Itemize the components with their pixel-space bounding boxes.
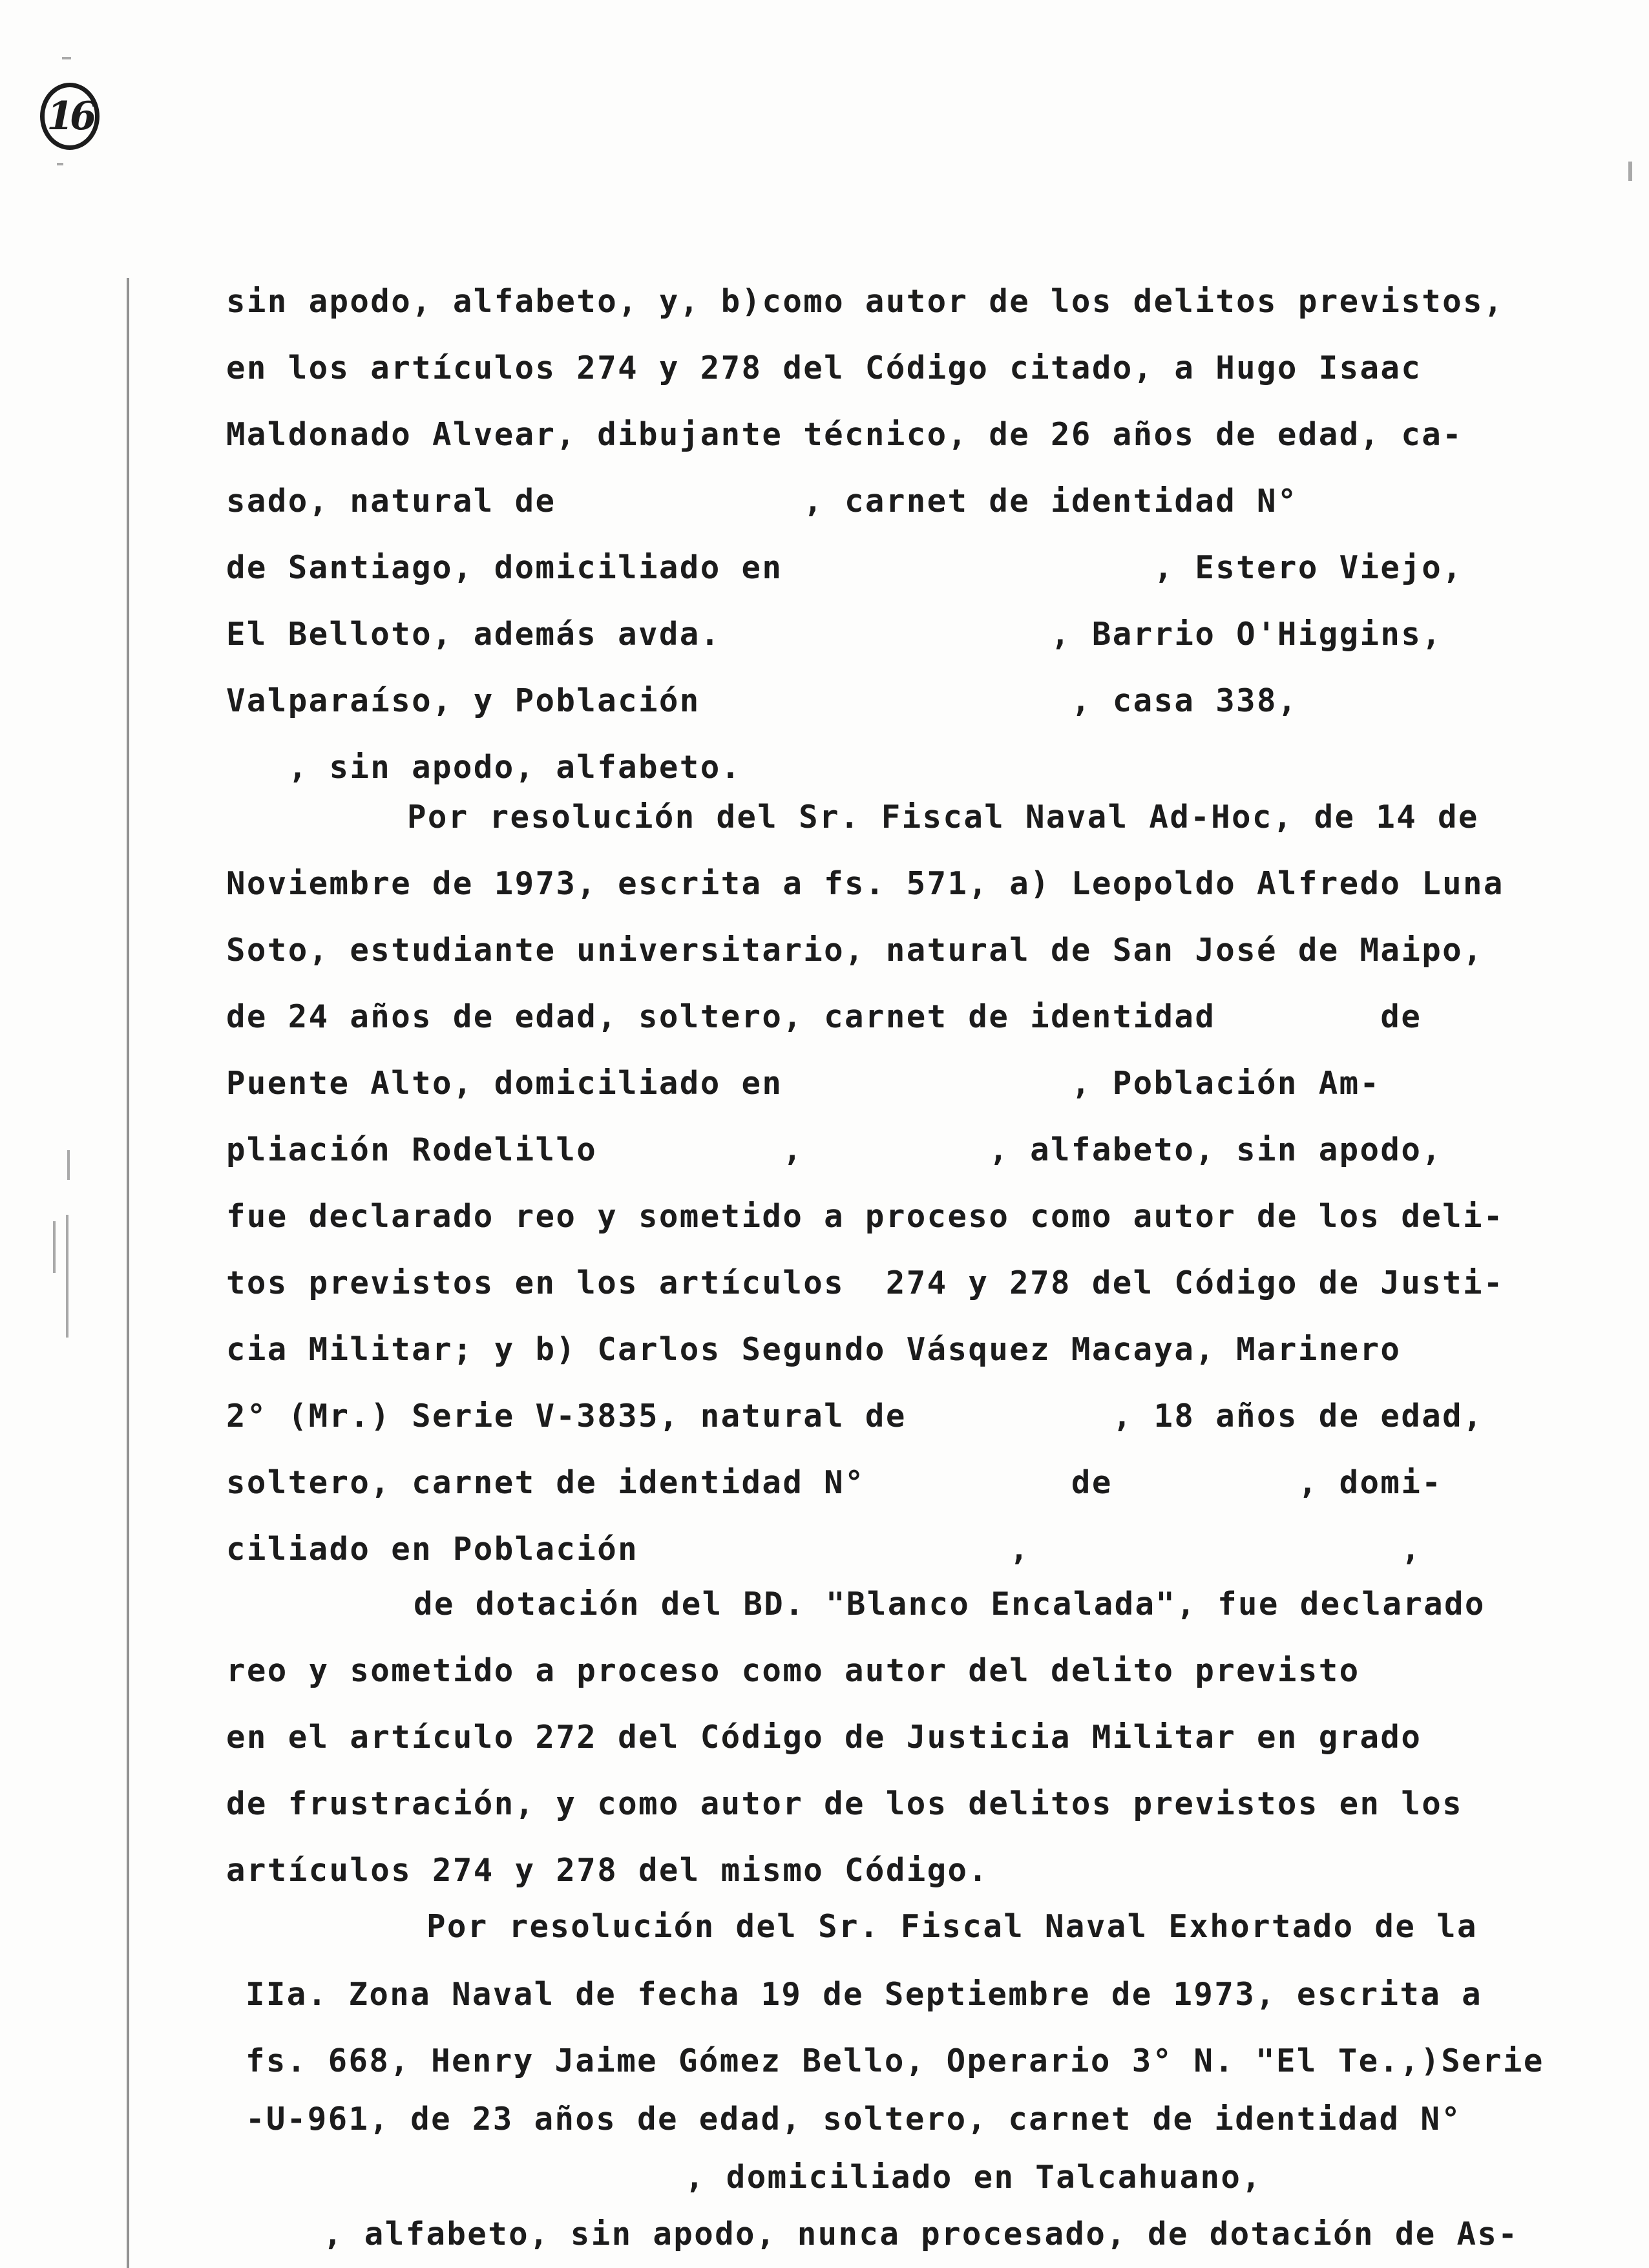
text-line-13: Puente Alto, domiciliado en , Población Am-: [226, 1065, 1381, 1102]
text-line-1: sin apodo, alfabeto, y, b)como autor de los delitos previstos,: [226, 283, 1504, 320]
text-line-19: soltero, carnet de identidad N° de , domi-: [226, 1464, 1443, 1501]
text-line-22: reo y sometido a proceso como autor del delito previsto: [226, 1652, 1360, 1689]
text-line-26: Por resolución del Sr. Fiscal Naval Exhortado de la: [426, 1908, 1478, 1945]
text-line-12: de 24 años de edad, soltero, carnet de identidad de: [226, 998, 1422, 1035]
text-line-16: tos previstos en los artículos 274 y 278 del Código de Justi-: [226, 1265, 1504, 1301]
text-line-20: ciliado en Población , ,: [226, 1531, 1422, 1568]
text-line-14: pliación Rodelillo , , alfabeto, sin apodo,: [226, 1131, 1443, 1168]
page-number-stamp: 16: [40, 83, 100, 150]
text-line-17: cia Militar; y b) Carlos Segundo Vásquez Macaya, Marinero: [226, 1331, 1402, 1368]
text-line-28: fs. 668, Henry Jaime Gómez Bello, Operario 3° N. "El Te.,)Serie: [246, 2042, 1544, 2079]
text-line-4: sado, natural de , carnet de identidad N°: [226, 483, 1298, 520]
scan-speck: [57, 163, 63, 165]
scan-speck: [67, 1150, 70, 1180]
text-line-18: 2° (Mr.) Serie V-3835, natural de , 18 años de edad,: [226, 1398, 1484, 1434]
text-line-27: IIa. Zona Naval de fecha 19 de Septiembre de 1973, escrita a: [246, 1976, 1483, 2013]
text-line-23: en el artículo 272 del Código de Justicia Militar en grado: [226, 1719, 1422, 1756]
text-line-15: fue declarado reo y sometido a proceso como autor de los deli-: [226, 1198, 1504, 1235]
text-line-8: , sin apodo, alfabeto.: [226, 749, 742, 786]
scan-speck: [53, 1221, 56, 1273]
text-line-9: Por resolución del Sr. Fiscal Naval Ad-Hoc, de 14 de: [407, 799, 1479, 835]
text-line-29: -U-961, de 23 años de edad, soltero, carnet de identidad N°: [246, 2101, 1462, 2137]
text-line-25: artículos 274 y 278 del mismo Código.: [226, 1852, 989, 1889]
text-line-10: Noviembre de 1973, escrita a fs. 571, a) Leopoldo Alfredo Luna: [226, 865, 1504, 902]
text-line-7: Valparaíso, y Población , casa 338,: [226, 682, 1298, 719]
text-line-21: de dotación del BD. "Blanco Encalada", fue declarado: [414, 1586, 1486, 1622]
text-line-24: de frustración, y como autor de los delitos previstos en los: [226, 1785, 1464, 1822]
scan-speck: [62, 57, 71, 59]
text-line-30: , domiciliado en Talcahuano,: [685, 2159, 1263, 2196]
text-line-6: El Belloto, además avda. , Barrio O'Higgins,: [226, 616, 1443, 653]
text-line-31: , alfabeto, sin apodo, nunca procesado, de dotación de As-: [323, 2216, 1519, 2252]
left-margin-rule: [127, 278, 129, 2268]
text-line-3: Maldonado Alvear, dibujante técnico, de 26 años de edad, ca-: [226, 416, 1464, 453]
scan-speck: [1628, 162, 1632, 181]
text-line-2: en los artículos 274 y 278 del Código citado, a Hugo Isaac: [226, 350, 1422, 386]
scan-speck: [66, 1215, 68, 1338]
text-line-11: Soto, estudiante universitario, natural de San José de Maipo,: [226, 932, 1484, 969]
text-line-5: de Santiago, domiciliado en , Estero Viejo,: [226, 549, 1464, 586]
